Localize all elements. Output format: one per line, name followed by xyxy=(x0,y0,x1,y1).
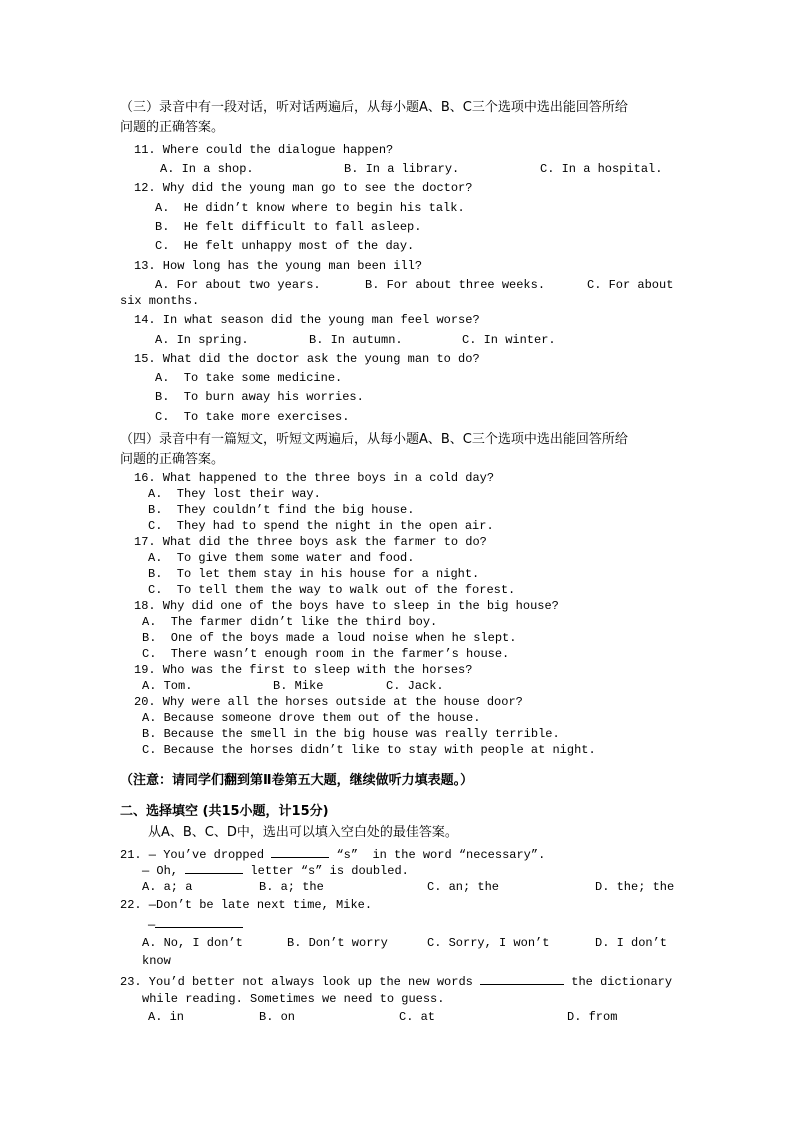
question-19-option-b: B. Mike xyxy=(273,679,324,693)
question-13-option-c-wrap: six months. xyxy=(120,294,200,308)
question-20-option-a: A. Because someone drove them out of the house. xyxy=(142,711,481,725)
question-20-option-b: B. Because the smell in the big house was really terrible. xyxy=(142,727,560,741)
question-23-option-b: B. on xyxy=(259,1010,296,1024)
question-15: 15. What did the doctor ask the young man to do? xyxy=(134,352,480,366)
question-23-line1-end: the dictionary xyxy=(571,975,673,989)
question-19-option-a: A. Tom. xyxy=(142,679,193,693)
question-18-option-b: B. One of the boys made a loud noise when he slept. xyxy=(142,631,517,645)
question-12-option-c: C. He felt unhappy most of the day. xyxy=(155,239,415,253)
question-17: 17. What did the three boys ask the farmer to do? xyxy=(134,535,487,549)
question-23-option-d: D. from xyxy=(567,1010,618,1024)
answer-blank xyxy=(480,973,564,985)
question-23-option-a: A. in xyxy=(148,1010,185,1024)
section3-instruction-line1: （三）录音中有一段对话，听对话两遍后，从每小题A、B、C三个选项中选出能回答所给 xyxy=(120,100,628,115)
question-23-option-c: C. at xyxy=(399,1010,436,1024)
question-14: 14. In what season did the young man feel worse? xyxy=(134,313,480,327)
question-22-line1: 22. —Don’t be late next time, Mike. xyxy=(120,898,373,912)
question-12-option-b: B. He felt difficult to fall asleep. xyxy=(155,220,422,234)
question-14-option-c: C. In winter. xyxy=(462,333,556,347)
question-18: 18. Why did one of the boys have to sleep in the big house? xyxy=(134,599,559,613)
question-22-option-c: C. Sorry, I won’t xyxy=(427,936,550,950)
question-23-line1-start: 23. You’d better not always look up the new words xyxy=(120,975,473,989)
question-17-option-c: C. To tell them the way to walk out of the forest. xyxy=(148,583,516,597)
question-21-line2-start: — Oh, xyxy=(142,864,179,878)
question-21-line2-end: letter “s” is doubled. xyxy=(250,864,409,878)
question-15-option-c: C. To take more exercises. xyxy=(155,410,350,424)
question-21-line1 xyxy=(120,846,545,863)
question-22-line2-dash: — xyxy=(148,918,156,932)
question-15-option-b: B. To burn away his worries. xyxy=(155,390,364,404)
section4-instruction-line2: 问题的正确答案。 xyxy=(120,452,225,467)
part2-instruction: 从A、B、C、D中，选出可以填入空白处的最佳答案。 xyxy=(148,825,458,840)
question-22-option-b: B. Don’t worry xyxy=(287,936,388,950)
question-12: 12. Why did the young man go to see the doctor? xyxy=(134,181,473,195)
answer-blank xyxy=(271,846,329,858)
question-19: 19. Who was the first to sleep with the horses? xyxy=(134,663,473,677)
question-14-option-b: B. In autumn. xyxy=(309,333,403,347)
question-17-option-b: B. To let them stay in his house for a night. xyxy=(148,567,480,581)
question-13-option-c: C. For about xyxy=(587,278,674,292)
question-23-line2: while reading. Sometimes we need to guess. xyxy=(142,992,445,1006)
question-20: 20. Why were all the horses outside at the house door? xyxy=(134,695,523,709)
question-16-option-b: B. They couldn’t find the big house. xyxy=(148,503,415,517)
part2-heading: 二、选择填空 (共15小题，计15分) xyxy=(120,804,329,819)
question-19-option-c: C. Jack. xyxy=(386,679,444,693)
question-22-option-d-wrap: know xyxy=(142,954,171,968)
section3-instruction-line2: 问题的正确答案。 xyxy=(120,120,225,135)
question-16-option-c: C. They had to spend the night in the open air. xyxy=(148,519,494,533)
question-21-line2 xyxy=(142,862,409,879)
question-22-option-a: A. No, I don’t xyxy=(142,936,243,950)
question-14-option-a: A. In spring. xyxy=(155,333,249,347)
question-11-option-b: B. In a library. xyxy=(344,162,460,176)
question-11-option-c: C. In a hospital. xyxy=(540,162,663,176)
question-11: 11. Where could the dialogue happen? xyxy=(134,143,394,157)
question-11-option-a: A. In a shop. xyxy=(160,162,254,176)
question-12-option-a: A. He didn’t know where to begin his talk. xyxy=(155,201,465,215)
question-16-option-a: A. They lost their way. xyxy=(148,487,321,501)
answer-blank xyxy=(155,916,243,928)
question-13-option-a: A. For about two years. xyxy=(155,278,321,292)
question-21-option-d: D. the; the xyxy=(595,880,675,894)
section4-instruction-line1: （四）录音中有一篇短文，听短文两遍后，从每小题A、B、C三个选项中选出能回答所给 xyxy=(120,432,628,447)
question-21-option-a: A. a; a xyxy=(142,880,193,894)
question-15-option-a: A. To take some medicine. xyxy=(155,371,343,385)
answer-blank xyxy=(185,862,243,874)
question-21-option-b: B. a; the xyxy=(259,880,324,894)
question-17-option-a: A. To give them some water and food. xyxy=(148,551,415,565)
question-16: 16. What happened to the three boys in a cold day? xyxy=(134,471,495,485)
question-23-line1 xyxy=(120,973,672,990)
question-21-option-c: C. an; the xyxy=(427,880,500,894)
question-13-option-b: B. For about three weeks. xyxy=(365,278,546,292)
question-21-line1-start: 21. — You’ve dropped xyxy=(120,848,265,862)
note-turn-page: （注意：请同学们翻到第Ⅱ卷第五大题，继续做听力填表题。） xyxy=(120,773,474,788)
question-22-line2 xyxy=(148,916,243,933)
question-21-line1-end: “s” in the word “necessary”. xyxy=(336,848,546,862)
question-18-option-a: A. The farmer didn’t like the third boy. xyxy=(142,615,438,629)
question-20-option-c: C. Because the horses didn’t like to stay with people at night. xyxy=(142,743,596,757)
question-18-option-c: C. There wasn’t enough room in the farmer’s house. xyxy=(142,647,510,661)
question-22-option-d: D. I don’t xyxy=(595,936,668,950)
question-13: 13. How long has the young man been ill? xyxy=(134,259,423,273)
